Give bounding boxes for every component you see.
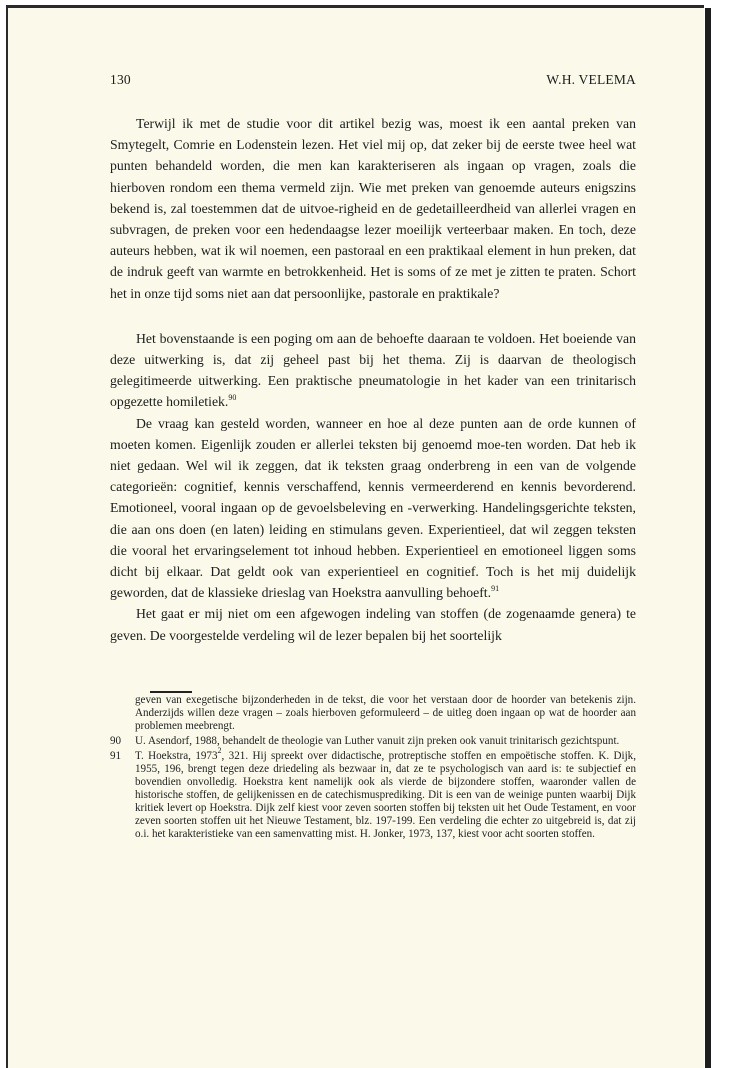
edition-superscript: 2 bbox=[217, 745, 222, 755]
footnote-90-number: 90 bbox=[110, 734, 122, 747]
paragraph-1: Terwijl ik met de studie voor dit artikel bezig was, moest ik een aantal preken van Smytegelt, Comrie en Lodenstein lezen. Het viel mij op, dat zeker bij de eerste twee heel wat punten behandeld worden, die men kan karakteriseren als ingaan op vragen, zoals die hierboven rondom een thema vermeld zijn. Wie met preken van genoemde auteurs enigszins bekend is, zal toestemmen dat de uitvoe-righeid en de gedetailleerdheid van allerlei vragen en subvragen, de preken voor een hedendaagse lezer moeilijk verteerbaar maken. En toch, deze auteurs hebben, wat ik wil noemen, een pastoraal en een praktikaal element in hun preken, dat de indruk geeft van warmte en betrokkenheid. Het is soms of ze met je zitten te praten. Schort het in onze tijd soms niet aan dat persoonlijke, pastorale en praktikale? bbox=[110, 116, 636, 301]
running-author: W.H. VELEMA bbox=[546, 72, 636, 87]
footnote-continuation bbox=[110, 694, 636, 733]
paragraph-3 bbox=[110, 413, 636, 604]
paragraph-2-text: Het bovenstaande is een poging om aan de behoefte daaraan te voldoen. Het boeiende van deze uitwerking is, dat zij geheel past bij het thema. Zij is daarvan de theologisch gelegitimeerde uitwerking. Een praktische pneumatologie in het kader van een trinitarisch opgezette homiletiek. bbox=[110, 330, 636, 410]
footnote-ref-90[interactable]: 90 bbox=[228, 393, 237, 403]
footnote-ref-91[interactable]: 91 bbox=[491, 584, 500, 594]
paragraph-3-text: De vraag kan gesteld worden, wanneer en hoe al deze punten aan de orde kunnen of moeten komen. Eigenlijk zouden er allerlei teksten bij genoemd moe-ten worden. Dat heb ik niet gedaan. Wel wil ik zeggen, dat ik teksten graag onderbreng in een van de volgende categorieën: cognitief, kennis verschaffend, kennis vermeerderend en kennis bevorderend. Emotioneel, vooral ingaan op de gevoelsbeleving en -verwerking. Handelingsgerichte teksten, die aan ons doen (en laten) leiding en stimulans geven. Experientieel, dat wil zeggen teksten die vooral het ervaringselement tot inhoud hebben. Experientieel en emotioneel liggen soms dicht bij elkaar. Dat geldt ook van experientieel en cognitief. Toch is het mij duidelijk geworden, dat de klassieke drieslag van Hoekstra aanvulling behoeft. bbox=[110, 415, 636, 601]
paragraph-4: Het gaat er mij niet om een afgewogen indeling van stoffen (de zogenaamde genera) te geven. De voorgestelde verdeling wil de lezer bepalen bij het soortelijk bbox=[110, 606, 636, 643]
footnote-91-number: 91 bbox=[110, 749, 122, 762]
page-number: 130 bbox=[110, 72, 131, 87]
running-header bbox=[110, 72, 636, 88]
footnote-91 bbox=[110, 745, 637, 841]
body-text bbox=[110, 113, 636, 646]
footnote-91-text bbox=[135, 745, 637, 841]
paragraph-2 bbox=[110, 328, 636, 413]
footnote-separator bbox=[150, 691, 192, 693]
footnote-90 bbox=[110, 735, 636, 748]
footnote-91-text-b: , 321. Hij spreekt over didactische, protreptische stoffen en empoëtische stoffen. K. Dijk, 1955, 196, brengt tegen deze driedeling als bezwaar in, dat ze te psychologisch van aard is: te subjectief en bovendien onvolledig. Hoekstra kent namelijk ook als vierde de bijzondere stoffen, waaronder vallen de historische stoffen, de gelijkenissen en de catechismusprediking. Dit is een van de weinige punten waarbij Dijk kritiek levert op Hoekstra. Dijk zelf kiest voor zeven soorten stoffen bij teksten uit het Oude Testament, en voor zeven soorten stoffen uit het Nieuwe Testament, blz. 197-199. Een verdeling die echter zo uitgebreid is, dat zij o.i. het karakteristieke van een samenvatting mist. H. Jonker, 1973, 137, kiest voor acht soorten stoffen. bbox=[135, 749, 637, 840]
footnote-continuation-text: geven van exegetische bijzonderheden in de tekst, die voor het verstaan door de hoorder van betekenis zijn. Anderzijds willen deze vragen – zoals hierboven geformuleerd – de uitleg doen ingaan op wat de hoorder aan problemen meebrengt. bbox=[135, 694, 636, 732]
footnote-90-text: U. Asendorf, 1988, behandelt de theologie van Luther vanuit zijn preken ook vanuit trinitarisch gezichtspunt. bbox=[135, 734, 620, 747]
footnotes bbox=[110, 694, 636, 840]
footnote-91-text-a: T. Hoekstra, 1973 bbox=[135, 749, 218, 762]
